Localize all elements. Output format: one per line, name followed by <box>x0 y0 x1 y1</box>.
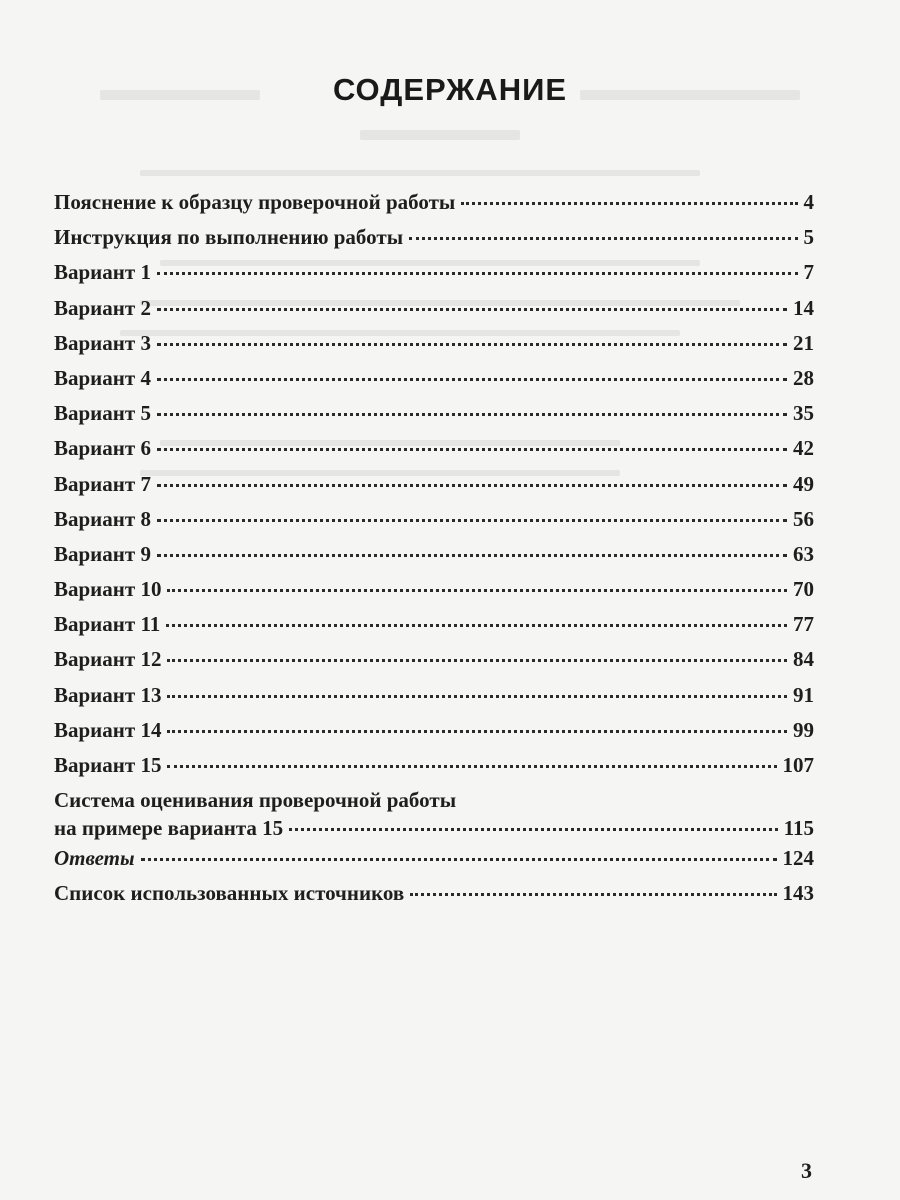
toc-entry-label: Вариант 10 <box>54 577 162 602</box>
toc-entry-variant-5[interactable] <box>54 401 814 436</box>
toc-entry-label: Вариант 8 <box>54 506 151 531</box>
toc-entry-page: 115 <box>783 816 814 841</box>
dot-leader <box>167 730 787 733</box>
toc-entry-page: 56 <box>793 506 814 531</box>
toc-entry-label: Вариант 13 <box>54 682 162 707</box>
toc-entry-label: Вариант 12 <box>54 647 162 672</box>
toc-entry-variant-13[interactable] <box>54 683 814 718</box>
toc-entry-label: Вариант 9 <box>54 541 151 566</box>
toc-entry-variant-14[interactable] <box>54 718 814 753</box>
toc-entry-label: Вариант 1 <box>54 260 151 285</box>
toc-entry-page: 143 <box>782 881 814 906</box>
toc-entry-label: Вариант 11 <box>54 612 161 637</box>
toc-entry-page: 63 <box>793 541 814 566</box>
toc-entry-variant-3[interactable] <box>54 331 814 366</box>
toc-entry-label: Вариант 15 <box>54 753 162 777</box>
toc-entry-instructions[interactable] <box>54 225 814 260</box>
toc-entry-page: 5 <box>803 225 814 250</box>
toc-entry-label: Пояснение к образцу проверочной работы <box>54 190 456 214</box>
toc-entry-page: 35 <box>793 401 814 426</box>
toc-entry-label: Вариант 5 <box>54 401 151 426</box>
dot-leader <box>167 765 776 768</box>
toc-entry-variant-2[interactable] <box>54 296 814 331</box>
toc-entry-page: 99 <box>793 717 814 742</box>
toc-entry-variant-8[interactable] <box>54 507 814 542</box>
dot-leader <box>157 554 787 557</box>
toc-entry-explanation[interactable] <box>54 190 814 225</box>
page-title: СОДЕРЖАНИЕ <box>332 72 568 107</box>
toc-entry-variant-4[interactable] <box>54 366 814 401</box>
dot-leader <box>166 624 787 627</box>
toc-entry-label-line-2: на примере варианта 15 <box>54 816 284 841</box>
toc-entry-variant-15[interactable] <box>54 753 814 788</box>
toc-entry-page: 4 <box>803 190 814 214</box>
toc-entry-answers[interactable] <box>54 846 814 881</box>
dot-leader <box>461 202 797 205</box>
toc-entry-label-line-1: Система оценивания проверочной работы <box>54 788 457 813</box>
dot-leader <box>157 413 787 416</box>
dot-leader <box>157 448 787 451</box>
dot-leader <box>157 272 798 275</box>
toc-entry-page: 14 <box>793 295 814 320</box>
toc-entry-variant-12[interactable] <box>54 647 814 682</box>
dot-leader <box>409 237 797 240</box>
toc-entry-variant-7[interactable] <box>54 472 814 507</box>
toc-entry-page: 77 <box>793 612 814 637</box>
dot-leader <box>141 858 777 861</box>
toc-entry-page: 42 <box>793 436 814 461</box>
toc-entry-page: 49 <box>793 471 814 496</box>
toc-entry-label: Инструкция по выполнению работы <box>54 225 404 250</box>
dot-leader <box>289 828 778 831</box>
toc-entry-variant-6[interactable] <box>54 436 814 471</box>
dot-leader <box>157 343 787 346</box>
dot-leader <box>157 308 787 311</box>
dot-leader <box>157 484 787 487</box>
dot-leader <box>167 695 787 698</box>
toc-entry-page: 7 <box>803 260 814 285</box>
toc-entry-label: Вариант 4 <box>54 365 151 390</box>
dot-leader <box>410 893 776 896</box>
toc-entry-label: Вариант 7 <box>54 471 151 496</box>
toc-entry-page: 70 <box>793 577 814 602</box>
toc-entry-variant-1[interactable] <box>54 260 814 295</box>
dot-leader <box>157 378 787 381</box>
toc-entry-page: 124 <box>782 846 814 871</box>
toc-entry-page: 28 <box>793 365 814 390</box>
toc-entry-label: Вариант 14 <box>54 717 162 742</box>
dot-leader <box>157 519 787 522</box>
dot-leader <box>167 589 787 592</box>
toc-entry-page: 84 <box>793 647 814 672</box>
toc-entry-sources[interactable] <box>54 881 814 916</box>
toc-entry-page: 91 <box>793 682 814 707</box>
toc-entry-variant-10[interactable] <box>54 577 814 612</box>
table-of-contents <box>54 190 814 917</box>
page-number: 3 <box>801 1158 812 1183</box>
toc-entry-label: Вариант 2 <box>54 295 151 320</box>
toc-entry-page: 107 <box>782 753 814 777</box>
dot-leader <box>167 659 787 662</box>
toc-entry-variant-11[interactable] <box>54 612 814 647</box>
toc-entry-label: Ответы <box>54 846 135 871</box>
toc-entry-label: Вариант 6 <box>54 436 151 461</box>
toc-entry-page: 21 <box>793 330 814 355</box>
toc-entry-variant-9[interactable] <box>54 542 814 577</box>
toc-entry-label: Список использованных источников <box>54 881 405 906</box>
toc-entry-label: Вариант 3 <box>54 330 151 355</box>
toc-entry-grading-system[interactable] <box>54 788 814 846</box>
